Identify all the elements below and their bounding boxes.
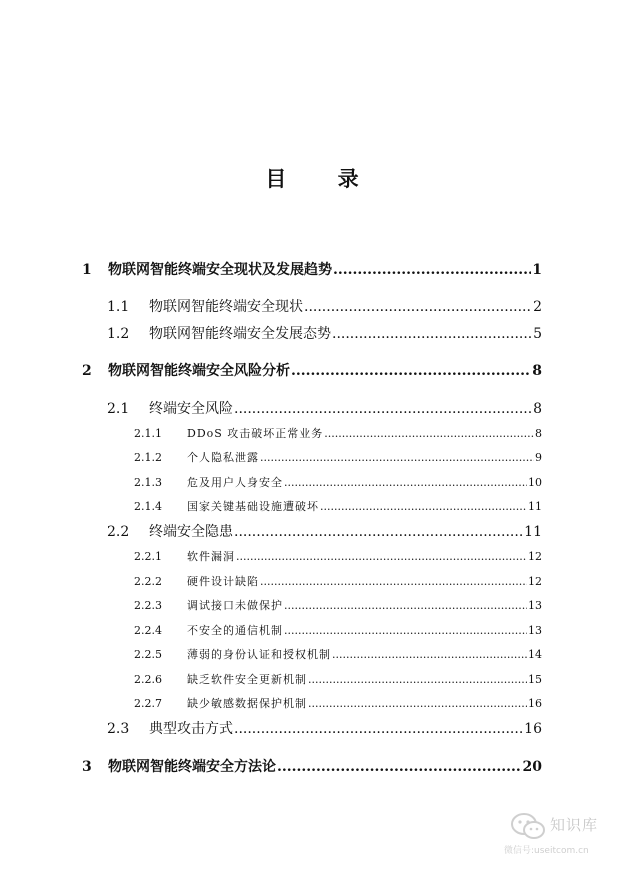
watermark-name: 知识库: [550, 816, 599, 834]
toc-entry-2-1-2[interactable]: [134, 449, 542, 465]
toc-entry-3[interactable]: [82, 756, 542, 776]
toc-leader-dots: [277, 759, 522, 775]
toc-entry-page: 11: [528, 500, 542, 513]
watermark: [504, 810, 614, 860]
toc-entry-2-2-3[interactable]: [134, 597, 542, 613]
toc-entry-title: 个人隐私泄露: [187, 451, 259, 464]
page-title: 目 录: [265, 166, 381, 191]
toc-entry-number: 2.2.5: [134, 648, 162, 661]
toc-entry-page: 8: [533, 401, 542, 417]
toc-entry-title: 调试接口未做保护: [187, 599, 283, 612]
toc-leader-dots: [304, 299, 532, 315]
toc-entry-page: 20: [522, 759, 542, 775]
toc-entry-number: 2.1: [107, 401, 130, 417]
toc-entry-title: 物联网智能终端安全现状及发展趋势: [108, 262, 332, 278]
toc-entry-title: 国家关键基础设施遭破坏: [187, 500, 319, 513]
toc-entry-number: 2.2.2: [134, 575, 162, 588]
toc-entry-title: 终端安全隐患: [149, 524, 233, 540]
toc-entry-number: 3: [82, 759, 92, 775]
toc-entry-2-1-1[interactable]: [134, 425, 542, 441]
toc-entry-1-1[interactable]: [107, 296, 542, 316]
toc-entry-title: 不安全的通信机制: [187, 624, 283, 637]
toc-leader-dots: [284, 599, 527, 612]
toc-leader-dots: [234, 721, 523, 737]
toc-entry-2-2-2[interactable]: [134, 573, 542, 589]
toc-entry-number: 1.2: [107, 326, 130, 342]
watermark-account: 微信号:useitcom.cn: [504, 846, 589, 856]
toc-leader-dots: [260, 451, 534, 464]
toc-leader-dots: [320, 500, 527, 513]
toc-entry-number: 2.2.7: [134, 697, 162, 710]
toc-entry-2-1-3[interactable]: [134, 474, 542, 490]
toc-entry-title: 物联网智能终端安全发展态势: [149, 326, 331, 342]
toc-leader-dots: [234, 401, 532, 417]
toc-entry-title: 典型攻击方式: [149, 721, 233, 737]
toc-entry-2-2-1[interactable]: [134, 548, 542, 564]
toc-entry-number: 2.2.4: [134, 624, 162, 637]
toc-entry-number: 2.2.3: [134, 599, 162, 612]
toc-leader-dots: [291, 363, 531, 379]
toc-leader-dots: [260, 575, 527, 588]
toc-entry-2-1-4[interactable]: [134, 498, 542, 514]
toc-entry-title: 危及用户人身安全: [187, 476, 283, 489]
toc-leader-dots: [236, 550, 527, 563]
toc-entry-page: 12: [528, 575, 542, 588]
toc-entry-number: 2.2.6: [134, 673, 162, 686]
toc-entry-2-2[interactable]: [107, 521, 542, 541]
toc-entry-number: 2.2: [107, 524, 130, 540]
toc-entry-number: 2.1.4: [134, 500, 162, 513]
toc-entry-title: 缺乏软件安全更新机制: [187, 673, 307, 686]
toc-entry-title: 物联网智能终端安全风险分析: [108, 363, 290, 379]
toc-leader-dots: [333, 262, 531, 278]
toc-entry-page: 10: [528, 476, 542, 489]
toc-leader-dots: [332, 326, 532, 342]
toc-entry-2-1[interactable]: [107, 398, 542, 418]
toc-leader-dots: [234, 524, 523, 540]
toc-entry-2-2-6[interactable]: [134, 671, 542, 687]
toc-entry-page: 8: [535, 427, 542, 440]
toc-entry-page: 16: [528, 697, 542, 710]
toc-entry-page: 2: [533, 299, 542, 315]
toc-leader-dots: [308, 697, 527, 710]
toc-leader-dots: [284, 476, 527, 489]
toc-entry-page: 8: [532, 363, 542, 379]
toc-entry-page: 16: [524, 721, 542, 737]
toc-entry-number: 2.1.3: [134, 476, 162, 489]
toc-entry-title: 物联网智能终端安全方法论: [108, 759, 276, 775]
toc-entry-title: 硬件设计缺陷: [187, 575, 259, 588]
toc-entry-page: 13: [528, 624, 542, 637]
toc-leader-dots: [332, 648, 527, 661]
toc-leader-dots: [308, 673, 527, 686]
toc-entry-title: 终端安全风险: [149, 401, 233, 417]
toc-entry-number: 1.1: [107, 299, 130, 315]
toc-entry-2-3[interactable]: [107, 718, 542, 738]
toc-entry-number: 2: [82, 363, 92, 379]
toc-entry-page: 15: [528, 673, 542, 686]
toc-entry-1-2[interactable]: [107, 323, 542, 343]
toc-entry-number: 2.2.1: [134, 550, 162, 563]
toc-entry-number: 2.1.1: [134, 427, 162, 440]
toc-entry-page: 12: [528, 550, 542, 563]
toc-entry-number: 1: [82, 262, 92, 278]
toc-entry-page: 5: [533, 326, 542, 342]
toc-entry-title: 软件漏洞: [187, 550, 235, 563]
toc-entry-page: 14: [528, 648, 542, 661]
toc-entry-page: 9: [535, 451, 542, 464]
toc-entry-page: 1: [532, 262, 542, 278]
toc-entry-title: 物联网智能终端安全现状: [149, 299, 303, 315]
toc-leader-dots: [324, 427, 534, 440]
toc-entry-2-2-4[interactable]: [134, 622, 542, 638]
toc-leader-dots: [284, 624, 527, 637]
toc-entry-title: 薄弱的身份认证和授权机制: [187, 648, 331, 661]
toc-entry-2-2-7[interactable]: [134, 695, 542, 711]
toc-entry-page: 11: [524, 524, 542, 540]
toc-entry-1[interactable]: [82, 259, 542, 279]
toc-entry-2[interactable]: [82, 360, 542, 380]
toc-entry-number: 2.1.2: [134, 451, 162, 464]
toc-entry-page: 13: [528, 599, 542, 612]
toc-entry-2-2-5[interactable]: [134, 646, 542, 662]
wechat-icon: [510, 812, 546, 846]
toc-entry-title: DDoS 攻击破坏正常业务: [187, 427, 324, 440]
toc-entry-number: 2.3: [107, 721, 130, 737]
toc-entry-title: 缺少敏感数据保护机制: [187, 697, 307, 710]
